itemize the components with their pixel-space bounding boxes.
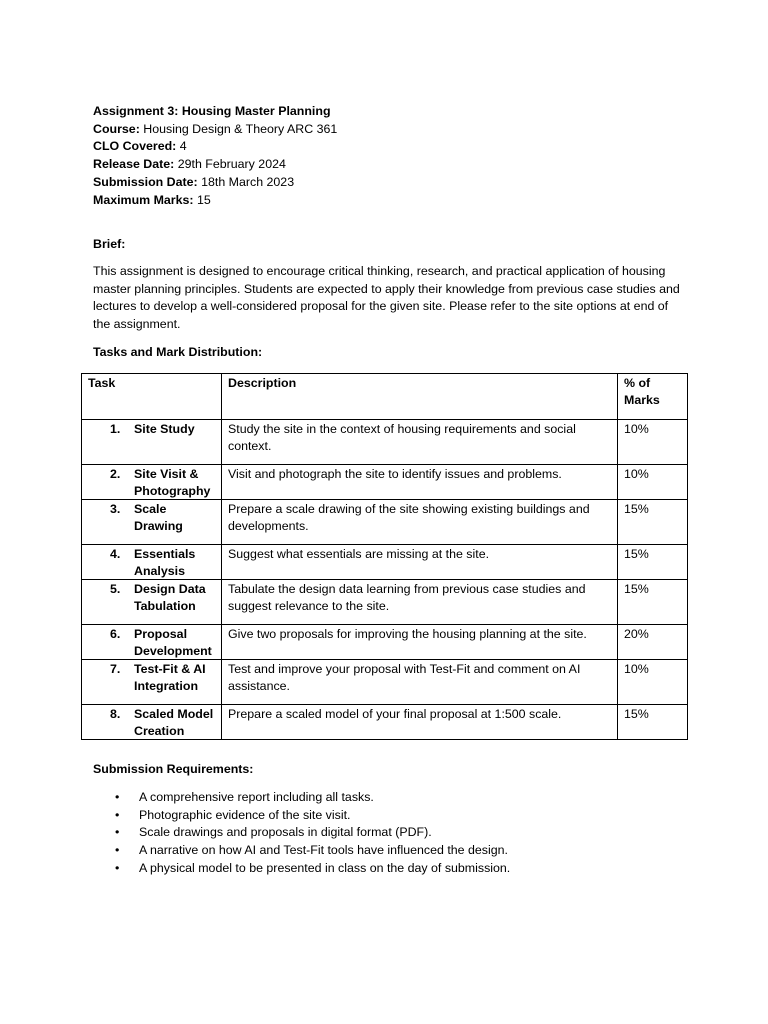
task-number: 7. [110,662,121,676]
list-item-text: A comprehensive report including all tasks. [139,790,374,804]
task-cell [82,545,222,580]
bullet-icon: • [115,790,120,804]
maximum-marks-value: 15 [193,192,211,207]
task-name: Scaled Model Creation [134,707,214,738]
task-cell [82,420,222,465]
brief-heading: Brief: [93,237,126,251]
table-row [82,465,688,500]
table-row [82,500,688,545]
clo-value: 4 [176,139,187,154]
submission-date-line [93,174,337,192]
submission-requirements-heading: Submission Requirements: [93,762,254,776]
bullet-icon: • [115,825,120,840]
task-number: 3. [110,502,121,516]
marks-cell: 15% [618,580,688,625]
table-row [82,705,688,740]
marks-cell: 10% [618,420,688,465]
column-header-task: Task [82,374,222,420]
list-item [93,842,510,860]
submission-date-label: Submission Date: [93,174,198,189]
tasks-table [81,373,688,740]
task-number: 8. [110,707,121,721]
list-item [93,824,510,842]
marks-cell: 10% [618,465,688,500]
description-cell: Suggest what essentials are missing at the site. [222,545,618,580]
task-number: 2. [110,467,121,481]
assignment-header [93,103,337,209]
task-cell [82,580,222,625]
marks-cell: 10% [618,660,688,705]
bullet-icon: • [115,860,120,875]
tasks-heading: Tasks and Mark Distribution: [93,345,263,359]
release-date-value: 29th February 2024 [174,157,286,172]
release-date-label: Release Date: [93,157,175,172]
task-number: 5. [110,582,121,596]
submission-requirements-list [93,789,510,878]
brief-paragraph: This assignment is designed to encourage critical thinking, research, and practical application of housing master planning principles. Students are expected to apply their knowledge from previous case studies and lectures to develop a well-considered proposal for the given site. Please refer to the site options at end of the assignment. [93,264,680,332]
column-header-description: Description [222,374,618,420]
submission-date-value: 18th March 2023 [197,174,295,189]
clo-line [93,138,337,156]
marks-cell: 15% [618,545,688,580]
marks-cell: 15% [618,500,688,545]
list-item [93,789,510,807]
table-row [82,420,688,465]
marks-cell: 20% [618,625,688,660]
description-cell: Prepare a scaled model of your final proposal at 1:500 scale. [222,705,618,740]
description-cell: Give two proposals for improving the housing planning at the site. [222,625,618,660]
description-cell: Prepare a scale drawing of the site showing existing buildings and developments. [222,500,618,545]
list-item-text: A physical model to be presented in class on the day of submission. [139,860,511,875]
table-header-row [82,374,688,420]
maximum-marks-line [93,192,337,210]
task-number: 1. [110,422,121,436]
column-header-marks: % of Marks [618,374,688,420]
description-cell: Test and improve your proposal with Test-Fit and comment on AI assistance. [222,660,618,705]
release-date-line [93,156,337,174]
task-cell [82,465,222,500]
description-cell: Tabulate the design data learning from previous case studies and suggest relevance to the site. [222,580,618,625]
task-number: 6. [110,627,121,641]
bullet-icon: • [115,843,120,858]
task-name: Design Data Tabulation [134,582,206,613]
task-name: Test-Fit & AI Integration [134,662,206,693]
task-name: Proposal Development [134,627,212,658]
task-name: Scale Drawing [134,502,183,533]
table-row [82,580,688,625]
description-cell: Visit and photograph the site to identify issues and problems. [222,465,618,500]
table-row [82,660,688,705]
table-row [82,545,688,580]
description-cell: Study the site in the context of housing requirements and social context. [222,420,618,465]
list-item [93,807,510,825]
marks-cell: 15% [618,705,688,740]
task-cell [82,660,222,705]
course-value: Housing Design & Theory ARC 361 [139,121,338,136]
task-cell [82,705,222,740]
task-cell [82,500,222,545]
list-item [93,860,510,878]
task-number: 4. [110,547,121,561]
bullet-icon: • [115,807,120,822]
task-name: Essentials Analysis [134,547,196,578]
task-name: Site Study [134,422,195,436]
assignment-title: Assignment 3: Housing Master Planning [93,104,331,118]
list-item-text: Scale drawings and proposals in digital format (PDF). [139,825,432,840]
course-label: Course: [93,121,140,136]
maximum-marks-label: Maximum Marks: [93,192,194,207]
task-name: Site Visit & Photography [134,467,211,498]
course-line [93,121,337,139]
table-row [82,625,688,660]
list-item-text: Photographic evidence of the site visit. [139,807,351,822]
clo-label: CLO Covered: [93,139,177,154]
list-item-text: A narrative on how AI and Test-Fit tools have influenced the design. [139,843,508,858]
task-cell [82,625,222,660]
